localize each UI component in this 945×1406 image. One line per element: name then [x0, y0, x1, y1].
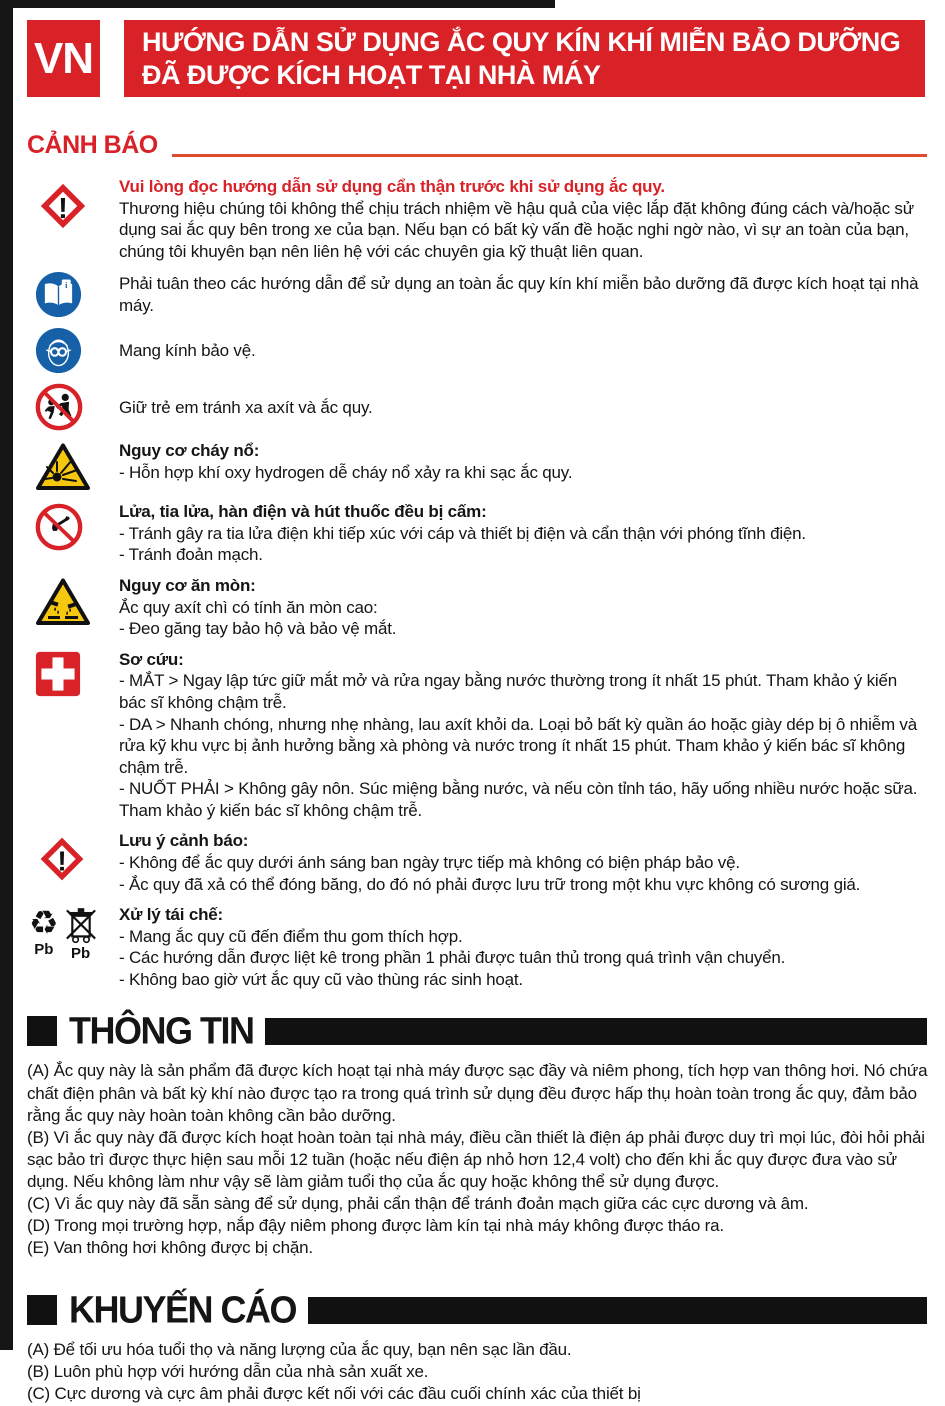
- explosion-hazard-icon: [27, 440, 119, 492]
- warning-line: - Mang ắc quy cũ đến điểm thu gom thích hợp.: [119, 926, 463, 946]
- warning-title: Lưu ý cảnh báo:: [119, 831, 249, 851]
- warning-item: [27, 271, 927, 318]
- warning-line: - DA > Nhanh chóng, nhưng nhẹ nhàng, lau axít khỏi da. Loại bỏ bất kỳ quần áo hoặc giày dép bị ô nhiễm và rửa kỹ khu vực bị ảnh hưởng bằng xà phòng và nước trong ít nhất 15 phút. Tham khảo ý kiến bác sĩ không chậm trễ.: [119, 714, 917, 777]
- header-block-square: [27, 1016, 57, 1046]
- info-paragraph: (C) Vì ắc quy này đã sẵn sàng để sử dụng, phải cẩn thận để tránh đoản mạch giữa các cực dương và âm.: [27, 1194, 809, 1214]
- warning-line: - Không bao giờ vứt ắc quy cũ vào thùng rác sinh hoạt.: [119, 969, 523, 989]
- warning-title: Nguy cơ cháy nổ:: [119, 441, 260, 461]
- first-aid-icon: [27, 649, 119, 822]
- header-block-square: [27, 1295, 57, 1325]
- info-paragraph: (A) Ắc quy này là sản phẩm đã được kích hoạt tại nhà máy được sạc đầy và niêm phong, tích hợp van thông hơi. Nó chứa chất điện phân và bất kỳ khí nào được tạo ra trong quá trình sử dụng đều được hấp thụ hoàn toàn trong ắc quy, đảm bảo rằng ắc quy này hoàn toàn không cần bảo dưỡng.: [27, 1061, 928, 1125]
- warning-item: [27, 440, 927, 492]
- no-fire-no-smoking-icon: [27, 501, 119, 566]
- page: [13, 8, 945, 1406]
- pb-label: Pb: [34, 941, 54, 959]
- advice-section-title: KHUYẾN CÁO: [69, 1288, 297, 1332]
- warning-line: - MẮT > Ngay lập tức giữ mắt mở và rửa ngay bằng nước thường trong ít nhất 15 phút. Tham khảo ý kiến bác sĩ không chậm trễ.: [119, 671, 897, 712]
- warning-title: Sơ cứu:: [119, 649, 184, 669]
- recycle-symbol-icon: ♻ Pb: [29, 903, 59, 959]
- warning-body: Thương hiệu chúng tôi không thể chịu trách nhiệm về hậu quả của việc lắp đặt không đúng cách và/hoặc sử dụng sai ắc quy bên trong xe của bạn. Nếu bạn có bất kỳ vấn đề hoặc nghi ngờ nào, vì sự an toàn của bạn, chúng tôi khuyên bạn nên liên hệ với các chuyên gia kỹ thuật liên quan.: [119, 198, 914, 261]
- info-paragraph: (E) Van thông hơi không được bị chặn.: [27, 1238, 313, 1258]
- warning-title: Lửa, tia lửa, hàn điện và hút thuốc đều bị cấm:: [119, 502, 487, 522]
- header-bar: [308, 1297, 927, 1324]
- warning-line: - Không để ắc quy dưới ánh sáng ban ngày trực tiếp mà không có biện pháp bảo vệ.: [119, 852, 740, 872]
- warning-title: Xử lý tái chế:: [119, 905, 223, 925]
- warning-heading-rule: [172, 154, 927, 157]
- warning-item-text: Mang kính bảo vệ.: [119, 341, 256, 361]
- warning-line: - Hỗn hợp khí oxy hydrogen dễ cháy nổ xảy ra khi sạc ắc quy.: [119, 462, 573, 482]
- no-trash-bin-icon: [63, 906, 99, 961]
- page-title-line1: HƯỚNG DẪN SỬ DỤNG ẮC QUY KÍN KHÍ MIỄN BẢO DƯỠNG: [142, 26, 901, 57]
- warning-item-text: [119, 575, 927, 640]
- warning-item-text: [119, 501, 927, 566]
- warning-item: [27, 176, 927, 262]
- warning-line: - NUỐT PHẢI > Không gây nôn. Súc miệng bằng nước, và nếu còn tỉnh táo, hãy uống nhiều nước hoặc sữa. Tham khảo ý kiến bác sĩ không chậm trễ.: [119, 779, 918, 820]
- corrosion-hazard-icon: [27, 575, 119, 640]
- pb-label: Pb: [71, 945, 91, 963]
- info-paragraph: (B) Vì ắc quy này đã được kích hoạt hoàn toàn tại nhà máy, điều cần thiết là điện áp phải được duy trì mọi lúc, đòi hỏi phải sạc bảo trì được thực hiện sau mỗi 12 tuần (hoặc nếu điện áp nhỏ hơn 12,4 volt) cho đến khi ắc quy được đưa vào sử dụng. Nếu không làm như vậy sẽ làm giảm tuổi thọ của ắc quy hoặc không thể sử dụng được.: [27, 1127, 925, 1191]
- svg-text:!: !: [57, 845, 67, 877]
- warning-item-text: [119, 649, 927, 822]
- svg-text:!: !: [58, 192, 68, 225]
- read-manual-icon: [27, 271, 119, 318]
- warning-item-text: Phải tuân theo các hướng dẫn để sử dụng an toàn ắc quy kín khí miễn bảo dưỡng đã được kích hoạt tại nhà máy.: [119, 274, 919, 315]
- document-title-banner: [124, 20, 925, 97]
- info-paragraph: (D) Trong mọi trường hợp, nắp đậy niêm phong được làm kín tại nhà máy không được tháo ra.: [27, 1216, 724, 1236]
- keep-children-away-icon: [27, 383, 119, 431]
- warning-line: - Đeo găng tay bảo hộ và bảo vệ mắt.: [119, 619, 397, 639]
- header: [27, 20, 925, 97]
- warning-line: - Tránh đoản mạch.: [119, 545, 263, 565]
- info-paragraphs: [27, 1060, 931, 1259]
- warning-item: [27, 904, 927, 990]
- language-badge: VN: [27, 20, 100, 97]
- warning-section-heading: [27, 131, 927, 160]
- warning-line: - Các hướng dẫn được liệt kê trong phần 1 phải được tuân thủ trong quá trình vận chuyển.: [119, 948, 786, 968]
- warning-item: [27, 575, 927, 640]
- warning-item: [27, 383, 927, 431]
- warning-item: [27, 830, 927, 895]
- advice-paragraph: (C) Cực dương và cực âm phải được kết nối với các đầu cuối chính xác của thiết bị: [27, 1384, 641, 1404]
- info-section-header: [27, 1010, 927, 1052]
- advice-paragraph: (B) Luôn phù hợp với hướng dẫn của nhà sản xuất xe.: [27, 1362, 429, 1382]
- ghs-exclamation-icon: [27, 176, 119, 262]
- warning-heading-label: CẢNH BÁO: [27, 131, 158, 159]
- warning-line: Ắc quy axít chì có tính ăn mòn cao:: [119, 597, 378, 617]
- header-bar: [265, 1018, 927, 1045]
- warning-title: Nguy cơ ăn mòn:: [119, 576, 256, 596]
- scan-edge-left: [0, 0, 13, 1350]
- warning-line: - Ắc quy đã xả có thể đóng băng, do đó nó phải được lưu trữ trong một khu vực không có sương giá.: [119, 874, 861, 894]
- warning-item-text: [119, 904, 927, 990]
- warning-lead: Vui lòng đọc hướng dẫn sử dụng cẩn thận trước khi sử dụng ắc quy.: [119, 177, 665, 196]
- warning-item: [27, 649, 927, 822]
- warning-line: - Tránh gây ra tia lửa điện khi tiếp xúc với cáp và thiết bị điện và cẩn thận với phóng tĩnh điện.: [119, 523, 806, 543]
- warning-item-text: [119, 176, 927, 262]
- warning-item-text: Giữ trẻ em tránh xa axít và ắc quy.: [119, 397, 373, 417]
- eye-protection-icon: [27, 327, 119, 374]
- warning-item: [27, 501, 927, 566]
- warning-item-text: [119, 830, 927, 895]
- advice-paragraphs: [27, 1339, 931, 1405]
- page-title-line2: ĐÃ ĐƯỢC KÍCH HOẠT TẠI NHÀ MÁY: [142, 59, 601, 90]
- scan-edge-top: [0, 0, 555, 8]
- advice-paragraph: (A) Để tối ưu hóa tuổi thọ và năng lượng của ắc quy, bạn nên sạc lần đầu.: [27, 1340, 572, 1360]
- svg-text:i: i: [65, 280, 68, 291]
- ghs-exclamation-icon: [27, 830, 119, 895]
- warning-item-text: [119, 440, 927, 492]
- info-section-title: THÔNG TIN: [69, 1009, 254, 1053]
- advice-section-header: [27, 1289, 927, 1331]
- recycle-lead-icon: [27, 904, 119, 990]
- warning-item: [27, 327, 927, 374]
